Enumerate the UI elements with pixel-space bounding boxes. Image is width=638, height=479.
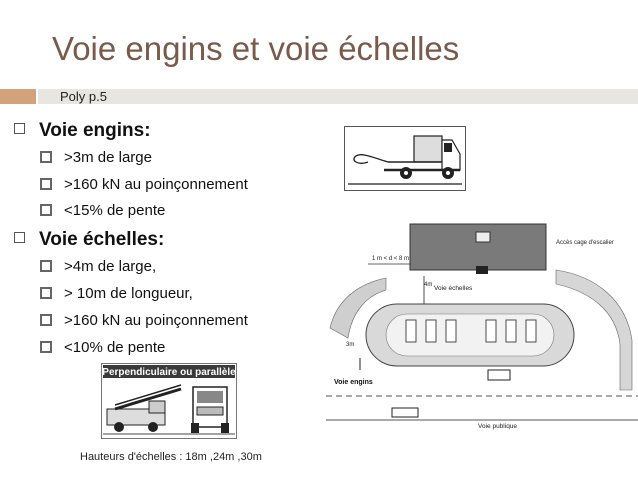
accent-bar <box>0 89 36 104</box>
site-plan-drawing <box>326 220 638 432</box>
bullet-box-icon <box>14 232 25 243</box>
ladder-truck-drawing <box>101 363 237 439</box>
list-item <box>40 149 152 166</box>
voie-engins-label: Voie engins <box>334 379 373 386</box>
list-item <box>40 258 156 275</box>
list-item <box>40 339 165 356</box>
section-heading-text: Voie engins: <box>39 120 151 141</box>
list-item-text: >160 kN au poinçonnement <box>64 312 248 329</box>
section-heading-voie-engins <box>14 120 151 142</box>
fire-truck-drawing <box>344 126 466 191</box>
subtitle-bar <box>38 89 638 104</box>
bullet-square-icon <box>40 314 52 326</box>
list-item-text: <15% de pente <box>64 202 166 219</box>
distance-label: 1 m < d < 8 m <box>372 256 410 262</box>
subtitle: Poly p.5 <box>60 89 107 104</box>
list-item <box>40 285 193 302</box>
bullet-square-icon <box>40 151 52 163</box>
bullet-square-icon <box>40 204 52 216</box>
bullet-box-icon <box>14 123 25 134</box>
voie-publique-label: Voie publique <box>478 423 518 430</box>
bullet-square-icon <box>40 341 52 353</box>
four-m-label: 4m <box>424 282 433 288</box>
bullet-square-icon <box>40 260 52 272</box>
list-item-text: <10% de pente <box>64 339 166 356</box>
list-item-text: >4m de large, <box>64 258 157 275</box>
bullet-square-icon <box>40 287 52 299</box>
voie-echelles-label: Voie échelles <box>434 285 473 292</box>
ladder-figure-label: Perpendiculaire ou parallèle <box>102 367 236 378</box>
list-item-text: > 10m de longueur, <box>64 285 193 302</box>
list-item <box>40 176 248 193</box>
access-label: Accès cage d'escalier <box>556 240 614 246</box>
list-item-text: >3m de large <box>64 149 152 166</box>
list-item <box>40 312 248 329</box>
bullet-square-icon <box>40 178 52 190</box>
list-item <box>40 202 165 219</box>
ladder-heights-caption: Hauteurs d'échelles : 18m ,24m ,30m <box>80 451 262 463</box>
three-m-label: 3m <box>346 342 355 348</box>
section-heading-text: Voie échelles: <box>39 229 165 250</box>
section-heading-voie-echelles <box>14 229 164 251</box>
slide-title: Voie engins et voie échelles <box>52 30 460 67</box>
list-item-text: >160 kN au poinçonnement <box>64 176 248 193</box>
